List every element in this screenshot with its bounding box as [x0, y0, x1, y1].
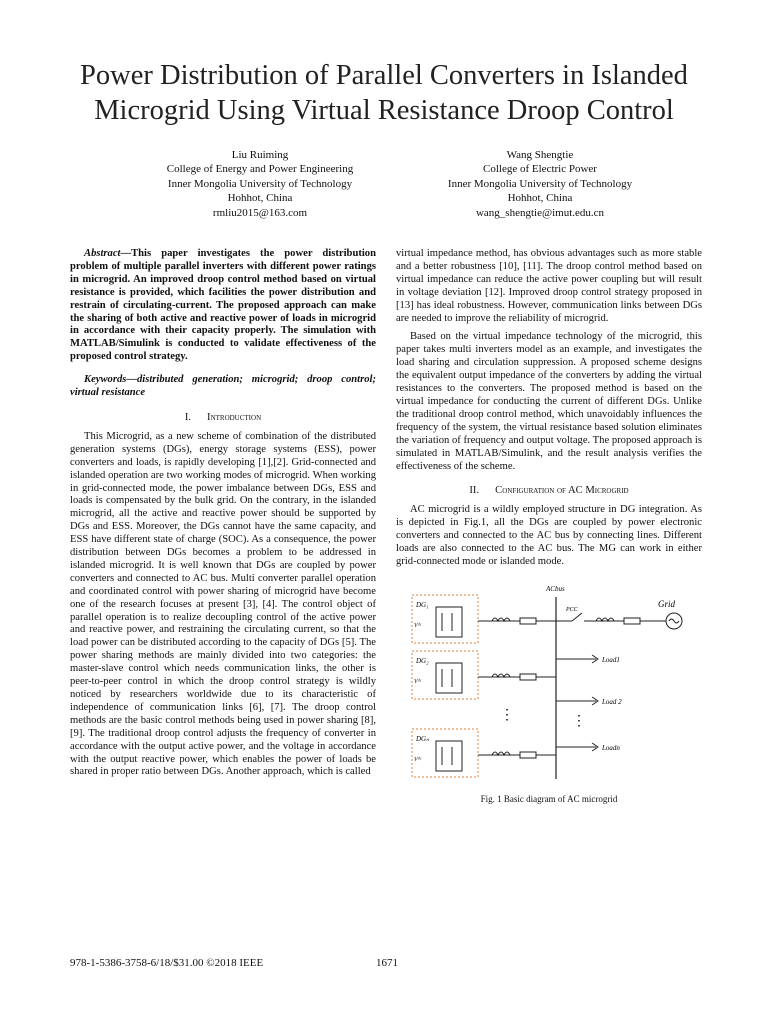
section-heading-1	[70, 412, 376, 425]
author-block-1	[120, 148, 400, 220]
figure-1	[396, 579, 702, 789]
section-title: Configuration of AC Microgrid	[495, 485, 629, 497]
keywords	[70, 374, 376, 400]
vdc-label-2: Vᵈᶜ	[414, 678, 422, 685]
section-heading-2	[396, 485, 702, 498]
ellipsis-load: ⋮	[572, 713, 586, 729]
abstract	[70, 248, 376, 364]
inverter-symbol-2	[436, 663, 462, 693]
figure-caption: Fig. 1 Basic diagram of AC microgrid	[480, 793, 618, 804]
dg2-label: DG₂	[416, 656, 429, 665]
intro-paragraph: This Microgrid, as a new scheme of combination of the distributed generation systems (DGs), energy storage systems (ESS), power converters and loads, is rapidly developing [1],[2]. Grid-connected and islanded operation are two working modes of microgrid. When working in grid-connected mode, the power imbalance between DGs, ESS and loads is compensated by the bulk grid. On the contrary, in the islanded microgrid, all the active and reactive power should be supported by DGs and ESS. Moreover, the DGs cannot have the same capacity, and ESS have different state of charge (SOC). As a consequence, the power distribution between DGs becomes a problem to be addressed in islanded microgrid. It is well known that DGs are coupled by power converters and connected to AC bus. Multi converter parallel operation and coordinated control with power sharing of microgrid have become one of the research focuses at present [3], [4]. The control object of parallel operation is to realize decoupling control of the active power and reactive power, and restraining the circulating current, so that the load power can be distributed according to the capacity of DGs [5]. The power sharing methods are mainly divided into two categories: the master-slave control which needs communication links, the other is peer-to-peer control in which the droop control strategy is wildly noticed by researchers worldwide due to its characteristic of independence of communication links [6], [7]. The droop control methods are the basic control methods being used in power sharing [8], [9]. The traditional droop control adjusts the frequency of converter in accordance with the output active power, and the voltage in accordance with the output reactive power, which enables the power of loads be shared in proper ratio between DGs. Another approach, which is called	[70, 430, 376, 778]
acbus-label: ACbus	[546, 584, 565, 593]
section-number: I.	[184, 411, 192, 423]
inverter-symbol-1	[436, 607, 462, 637]
ellipsis-dg: ⋮	[500, 707, 514, 723]
author-dept: College of Energy and Power Engineering	[166, 163, 354, 176]
footer-copyright: 978-1-5386-3758-6/18/$31.00 ©2018 IEEE	[70, 957, 264, 969]
left-column	[70, 248, 376, 779]
author-block-2	[400, 148, 680, 220]
abstract-text: —This paper investigates the power distribution problem of multiple parallel inverters with different power ratings in microgrid. An improved droop control method based on virtual resistance is provided, which facilities the power distribution and restrain of circulating-current. The proposed approach can make the sharing of both active and reactive power of loads in microgrid in accordance with their capacity properly. The simulation with MATLAB/Simulink is conducted to validate effectiveness of the proposed control strategy.	[70, 248, 376, 363]
author-univ: Inner Mongolia University of Technology	[167, 177, 353, 190]
paragraph-continued: virtual impedance method, has obvious advantages such as more stable and a better robustness [10], [11]. The droop control method based on virtual impedance can reduce the active power coupling but will result in voltage deviation [12]. Improved droop control strategy proposed in [13] has ideal robustness. However, communication links between DGs are needed to improve the reliability of microgrid.	[396, 248, 702, 324]
keywords-label: Keywords	[84, 374, 127, 386]
inverter-symbol-n	[436, 741, 462, 771]
author-email: wang_shengtie@imut.edu.cn	[475, 206, 605, 219]
paragraph: Based on the virtual impedance technology of the microgrid, this paper takes multi inverters model as an example, and investigates the load sharing and circulation suppression. A proposed scheme designs the equivalent output impedance of the converters by adding the virtual resistances to the converters. The proposed method is based on the virtual impedance for conducting the current of different DGs. Unlike the traditional droop control method, which unavoidably influences the frequency of the system, the virtual resistance based solution eliminates the variation of frequency and output voltage. The proposed approach is simulated in MATLAB/Simulink, and the result analysis verifies the effectiveness of the scheme.	[396, 331, 702, 472]
config-paragraph: AC microgrid is a wildly employed structure in DG integration. As is depicted in Fig.1, all the DGs are coupled by power electronic converters and connected to the AC bus by connecting lines. Different loads are also connected to the AC bus. The MG can work in either grid-connected mode or islanded mode.	[396, 504, 702, 567]
author-city: Hohhot, China	[227, 192, 293, 205]
dgn-label: DGₙ	[416, 734, 429, 743]
pcc-label: PCC	[566, 606, 578, 613]
page-number: 1671	[376, 957, 398, 969]
section-number: II.	[469, 485, 480, 497]
dg1-label: DG₁	[416, 600, 429, 609]
vdc-label-n: Vᵈᶜ	[414, 756, 422, 763]
section-title: Introduction	[207, 411, 262, 423]
author-univ: Inner Mongolia University of Technology	[447, 177, 633, 190]
author-name: Wang Shengtie	[506, 149, 574, 161]
abstract-label: Abstract	[84, 248, 121, 259]
right-column	[396, 248, 702, 806]
author-dept: College of Electric Power	[483, 163, 597, 176]
grid-label: Grid	[658, 598, 676, 609]
load1-label: Load1	[602, 655, 620, 664]
keywords-text: —distributed generation; microgrid; droop control; virtual resistance	[70, 374, 376, 399]
loadn-label: Loadn	[602, 743, 620, 752]
pcc-switch	[572, 613, 582, 621]
author-city: Hohhot, China	[507, 192, 573, 205]
microgrid-diagram	[396, 579, 702, 789]
vdc-label-1: Vᵈᶜ	[414, 622, 422, 629]
author-name: Liu Ruiming	[231, 149, 289, 161]
author-email: rmliu2015@163.com	[212, 206, 308, 219]
paper-title: Power Distribution of Parallel Converters in Islanded Microgrid Using Virtual Resistance Droop Control	[80, 60, 688, 126]
load2-label: Load 2	[602, 697, 622, 706]
